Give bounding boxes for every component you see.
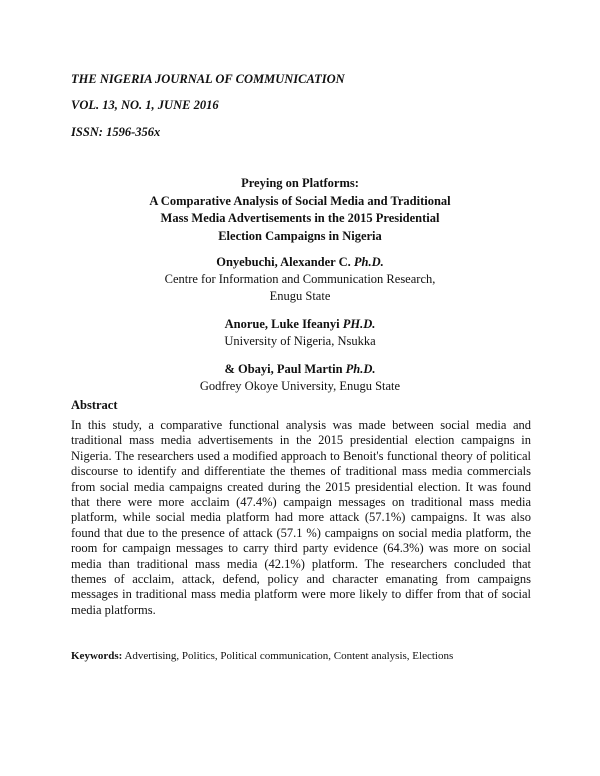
- keywords-text: Advertising, Politics, Political communication, Content analysis, Elections: [124, 650, 454, 662]
- author-block: [0, 316, 600, 350]
- journal-issn: ISSN: 1596-356x: [71, 125, 161, 139]
- title-line: Election Campaigns in Nigeria: [218, 228, 382, 243]
- author-degree: Ph.D.: [353, 255, 384, 269]
- author-line: [0, 254, 600, 271]
- paper-title: [0, 175, 600, 245]
- author-name: & Obayi, Paul Martin: [224, 362, 343, 376]
- author-affiliation: Godfrey Okoye University, Enugu State: [199, 379, 401, 393]
- title-line: A Comparative Analysis of Social Media and Traditional: [149, 193, 451, 208]
- title-line: Mass Media Advertisements in the 2015 Presidential: [160, 211, 440, 225]
- author-affiliation: University of Nigeria, Nsukka: [224, 334, 376, 348]
- journal-volume: VOL. 13, NO. 1, JUNE 2016: [71, 98, 219, 112]
- author-block: [0, 254, 600, 305]
- title-line: Preying on Platforms:: [241, 176, 359, 190]
- author-line: [0, 316, 600, 333]
- author-degree: Ph.D.: [345, 362, 376, 376]
- author-line: [0, 361, 600, 378]
- abstract-text: In this study, a comparative functional analysis was made between social media and traditional mass media advertisements in the 2015 presidential election campaigns in Nigeria. The researchers used a modified approach to Benoit's functional theory of political discourse to identify and differentiate the themes of traditional mass media commercials from social media campaigns created during the 2015 presidential election. It was found that there were more acclaim (47.4%) campaign messages on traditional mass media platform, while social media platform had more attack (57.1%) campaigns. It was also found that due to the presence of attack (57.1 %) campaigns on social media platform, the room for campaign messages to carry third party evidence (64.3%) was more on social media than traditional mass media (42.1%) platform. The researchers concluded that themes of acclaim, attack, defend, policy and character emanating from campaigns messages in traditional mass media platform were more likely to differ from that of social media platforms.: [71, 418, 531, 617]
- author-block: [0, 361, 600, 395]
- journal-name: THE NIGERIA JOURNAL OF COMMUNICATION: [71, 72, 345, 86]
- author-affiliation: Enugu State: [269, 289, 331, 303]
- abstract-heading: Abstract: [71, 398, 118, 412]
- author-name: Anorue, Luke Ifeanyi: [224, 317, 340, 331]
- author-degree: PH.D.: [342, 317, 376, 331]
- keywords: [71, 650, 453, 662]
- keywords-label: Keywords:: [71, 650, 123, 662]
- author-name: Onyebuchi, Alexander C.: [216, 255, 351, 269]
- author-affiliation: Centre for Information and Communication Research,: [164, 272, 436, 286]
